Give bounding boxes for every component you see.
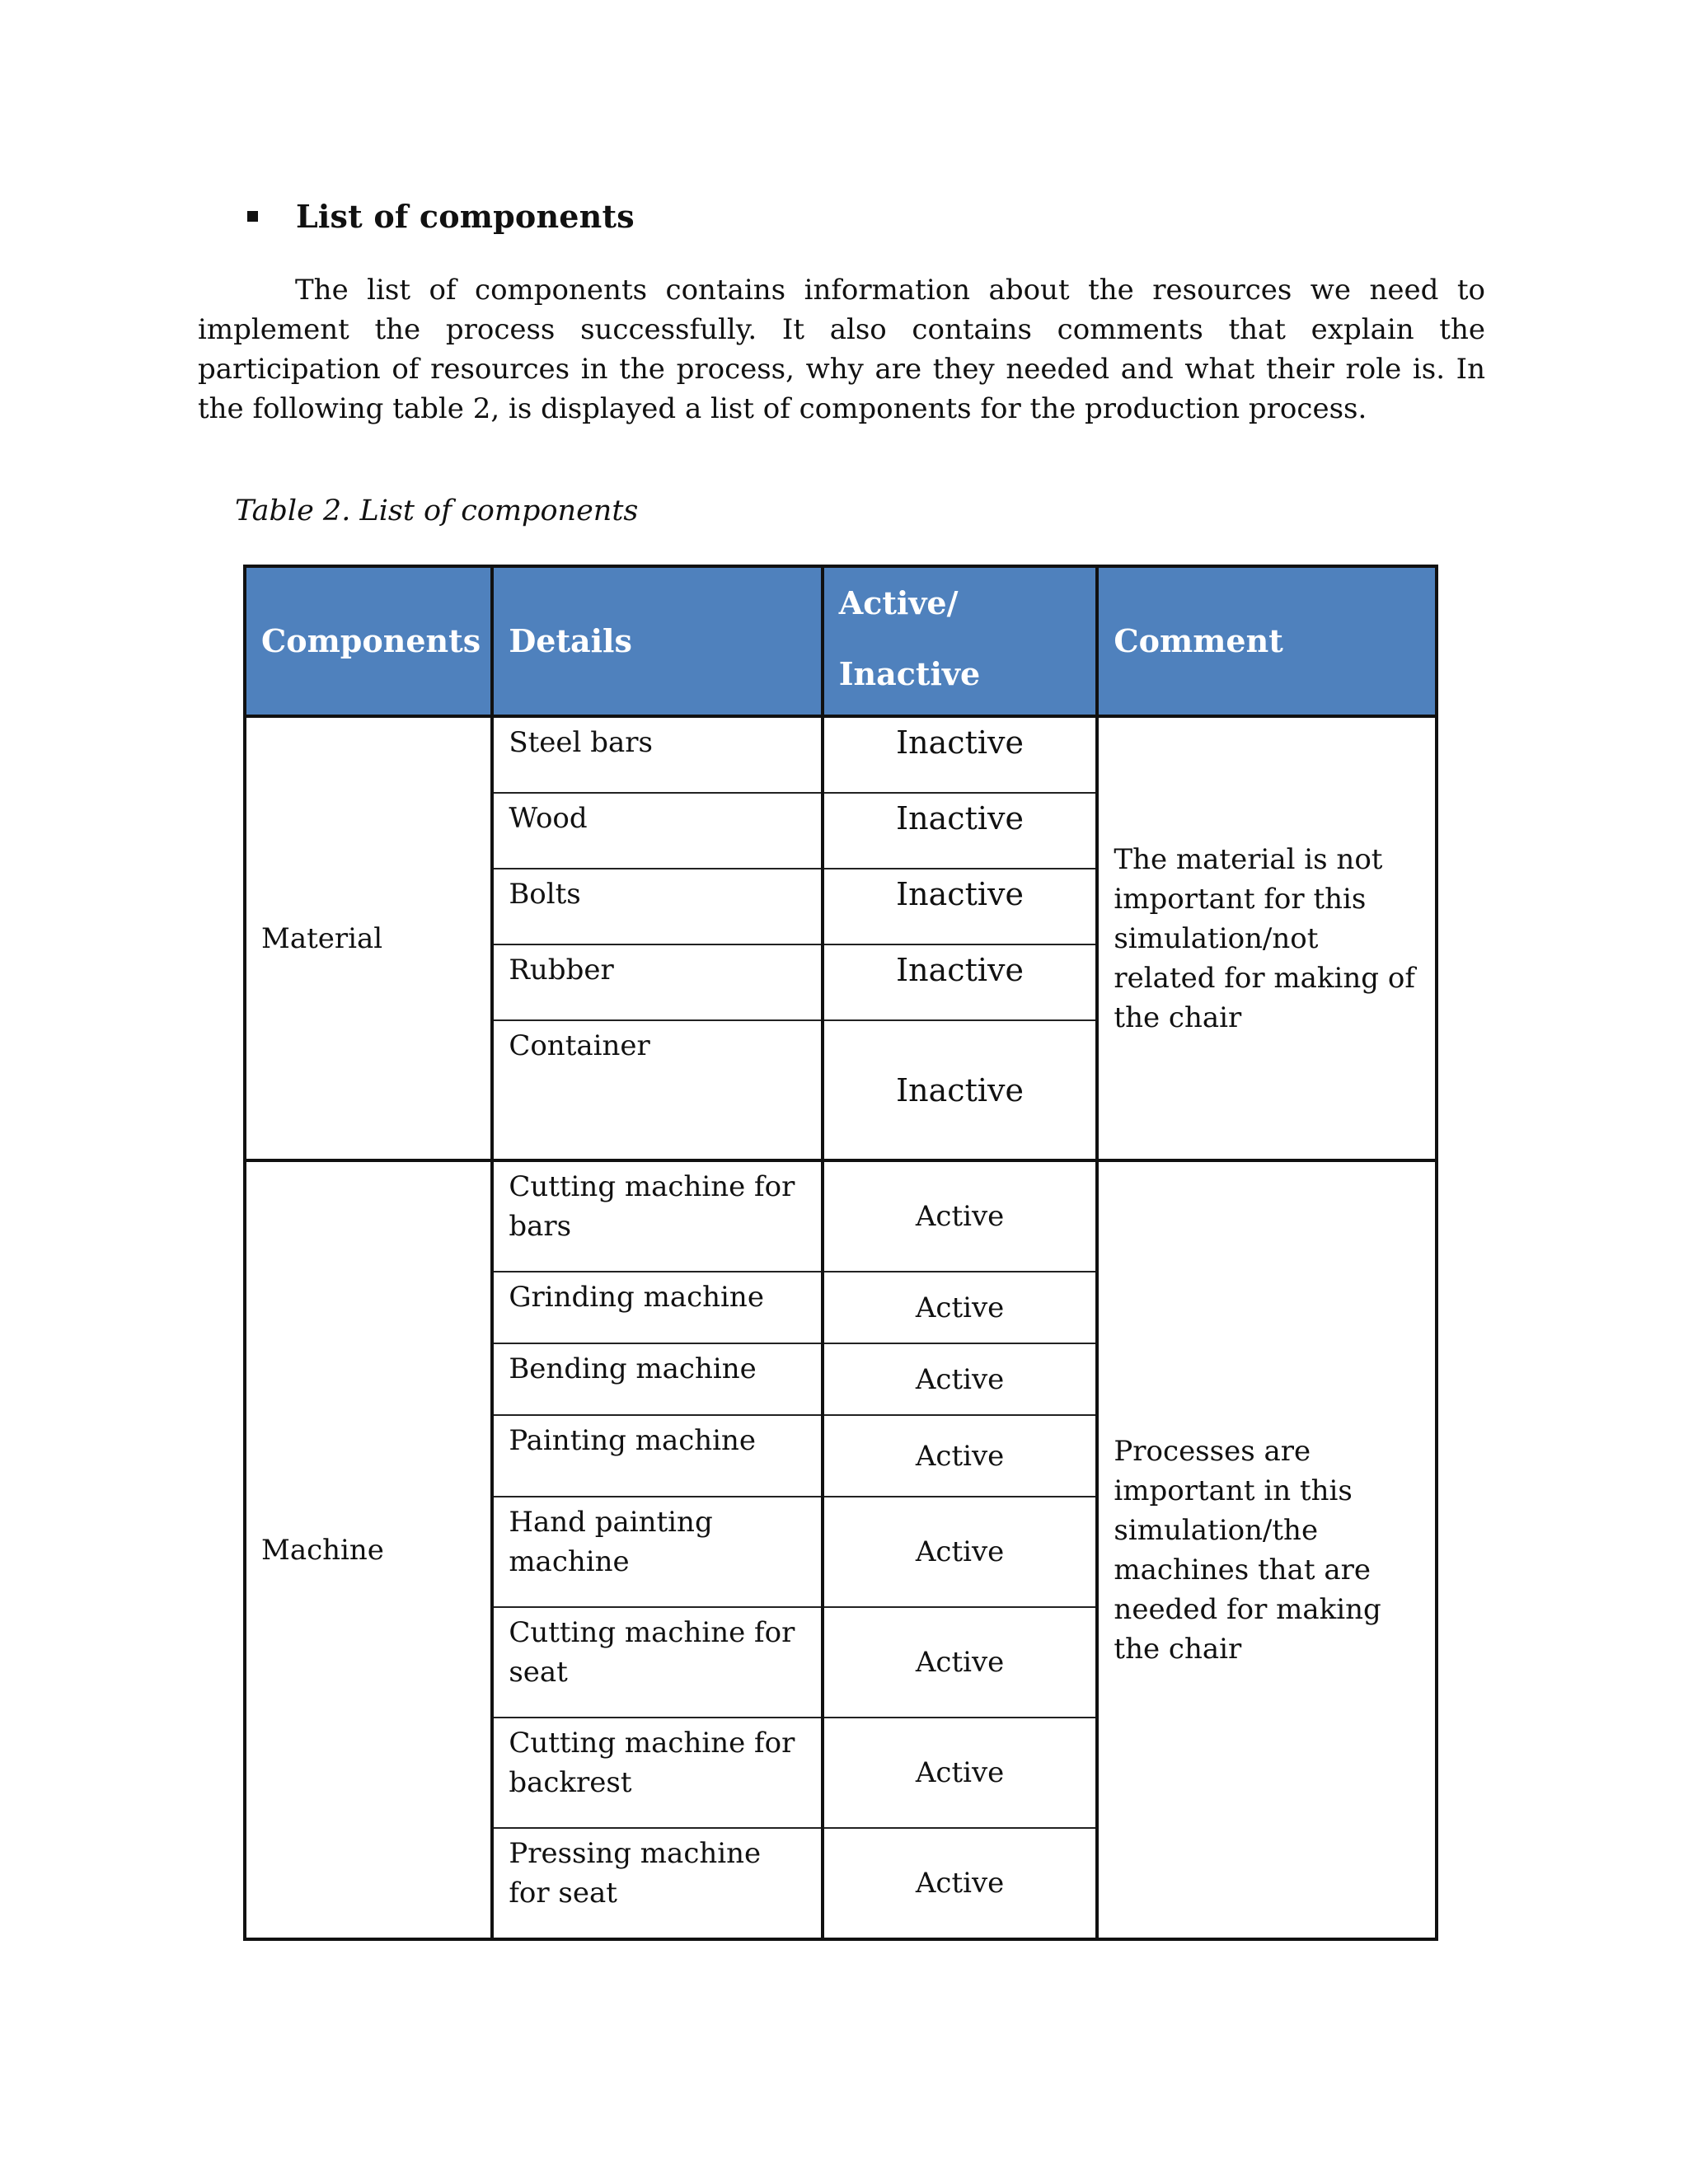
detail-cell: Rubber	[492, 944, 822, 1020]
detail-cell: Grinding machine	[492, 1272, 822, 1343]
comment-material: The material is not important for this simulation/not related for making of the chair	[1097, 716, 1437, 1160]
status-cell: Inactive	[823, 793, 1098, 869]
detail-cell: Painting machine	[492, 1415, 822, 1497]
header-components: Components	[245, 566, 492, 716]
status-cell: Active	[823, 1415, 1098, 1497]
detail-cell: Cutting machine for backrest	[492, 1718, 822, 1828]
section-heading	[247, 198, 635, 235]
table-row	[245, 1160, 1437, 1272]
status-cell: Active	[823, 1160, 1098, 1272]
table-caption: Table 2. List of components	[235, 494, 639, 527]
status-cell: Inactive	[823, 944, 1098, 1020]
components-table	[243, 565, 1438, 1941]
detail-cell: Cutting machine for bars	[492, 1160, 822, 1272]
status-cell: Inactive	[823, 869, 1098, 944]
detail-cell: Cutting machine for seat	[492, 1607, 822, 1718]
status-cell: Active	[823, 1828, 1098, 1939]
table-row	[245, 716, 1437, 793]
detail-cell: Pressing machine for seat	[492, 1828, 822, 1939]
detail-cell: Bending machine	[492, 1343, 822, 1415]
intro-paragraph: The list of components contains information about the resources we need to implement the process successfully. It also contains comments that explain the participation of resources in the process, why are they needed and what their role is. In the following table 2, is displayed a list of components for the production process.	[198, 274, 1485, 425]
status-cell: Active	[823, 1718, 1098, 1828]
header-status-line1: Active/	[838, 584, 959, 621]
status-cell: Inactive	[823, 716, 1098, 793]
detail-cell: Bolts	[492, 869, 822, 944]
header-status-line2: Inactive	[838, 655, 981, 692]
detail-cell: Wood	[492, 793, 822, 869]
detail-cell: Container	[492, 1020, 822, 1160]
status-cell: Active	[823, 1272, 1098, 1343]
detail-cell: Steel bars	[492, 716, 822, 793]
status-cell: Active	[823, 1607, 1098, 1718]
square-bullet-icon	[247, 211, 258, 222]
status-cell: Inactive	[823, 1020, 1098, 1160]
status-cell: Active	[823, 1343, 1098, 1415]
group-material: Material	[245, 716, 492, 1160]
group-machine: Machine	[245, 1160, 492, 1939]
header-details: Details	[492, 566, 822, 716]
table-header-row	[245, 566, 1437, 716]
heading-text: List of components	[296, 198, 635, 235]
header-comment: Comment	[1097, 566, 1437, 716]
header-status	[823, 566, 1098, 716]
detail-cell: Hand painting machine	[492, 1497, 822, 1607]
comment-machine: Processes are important in this simulation/the machines that are needed for making the chair	[1097, 1160, 1437, 1939]
status-cell: Active	[823, 1497, 1098, 1607]
